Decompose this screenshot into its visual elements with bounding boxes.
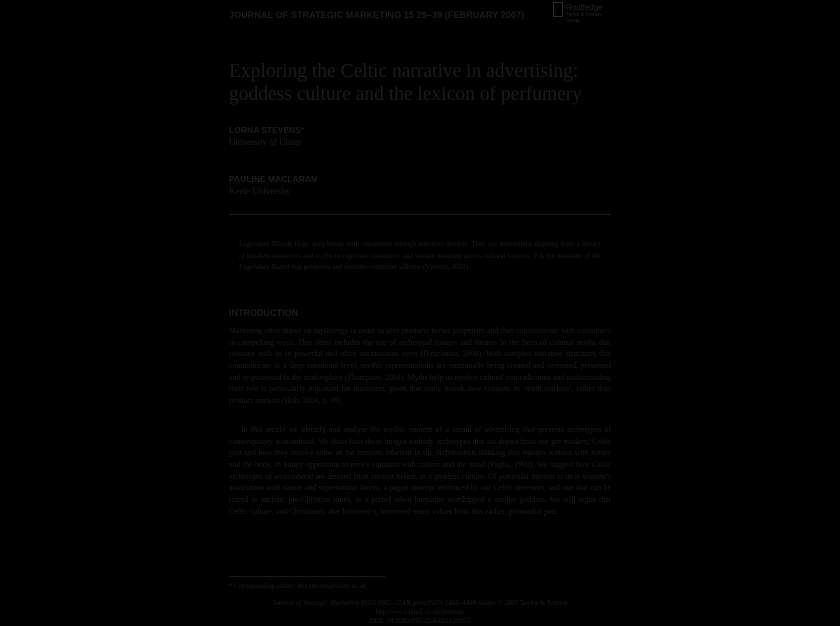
author-name-1: LORNA STEVENS*	[229, 125, 305, 135]
body-paragraph-2: In this article we identify and analyse the mythic content of a strand of advertising that presents archetypes of contemporary womanhood. We show how these images embody archetypes that are drawn from our pre-modern, Celtic past and how they resolve some of the tensions inherent in the dichotomous thinking that equates women with nature and the body, in binary opposition to men’s equation with culture and the mind (Paglia, 1992). We suggest how Celtic archetypes of womanhood are derived from ancient beliefs in a goddess culture. Of particular interest to us is women’s association with nature and supernatural forces, a pagan concept embraced by our Celtic ancestors, and one that can be traced to ancient, pre-Christian times, to a period when humanity worshipped a mother goddess. We will argue that Celtic culture, and Christianity that followed it, borrowed many values from this earlier, primordial past.	[229, 425, 611, 516]
author-affiliation-1: University of Ulster	[229, 137, 301, 147]
footer-doi: DOI: 10.1080/09652540601129973	[369, 617, 471, 625]
routledge-mark-icon	[553, 2, 563, 17]
journal-header: JOURNAL OF STRATEGIC MARKETING 15 29–39 (FEBRUARY 2007)	[229, 10, 525, 20]
epigraph-quote: Legendary Brands forge deep bonds with consumers through narrative devices. They are storytellers, drawing from a library of timeless narratives and myths to captivate consumers and sustain meaning across cultural borders. It is the narrative of the Legendary Brand that generates and sustains consumer affinity. (Vincent, 2002)	[239, 240, 601, 272]
paper-content	[215, 0, 625, 626]
article-title	[229, 60, 619, 106]
body-paragraph-1: Marketing often draws on mythology in order to give products heroic properties and thus communicate with consumers in compelling ways. This often includes the use of archetypal images and themes in the form of cultural myths that resonate with us in powerful and often unconscious ways (Hirschman, 2000). With complex narrative structures that communicate at a deep emotional level, mythic representations are continually being created and recreated, presented and re-presented in the marketplace (Thompson, 2004). Myths help us resolve cultural contradictions and understanding their role is particularly important for marketers, given that many brands now compete in ‘myth markets’, rather than product markets (Holt, 2004, p. 39).	[229, 326, 611, 405]
page-footer	[229, 599, 611, 626]
title-line-2: goddess culture and the lexicon of perfumery	[229, 84, 583, 105]
publisher-logo	[553, 2, 613, 24]
section-heading: INTRODUCTION	[229, 308, 298, 318]
footnote: * Corresponding author: lme.stevens@ulster.ac.uk	[229, 583, 367, 590]
publisher-name: Routledge	[566, 3, 603, 12]
footer-journal-name: Journal of Strategic Marketing	[272, 599, 360, 607]
footnote-divider	[229, 576, 385, 577]
paper-sheet	[215, 0, 625, 626]
title-divider	[229, 214, 611, 215]
author-affiliation-2: Keele University	[229, 186, 291, 196]
publisher-subname: Taylor & Francis Group	[566, 12, 602, 24]
footer-citation-line	[229, 599, 611, 608]
footer-url[interactable]: http://www.tandf.co.uk/journals	[375, 608, 465, 616]
footer-issn: ISSN 0965–254X print/ISSN 1466–4488 online © 2007 Taylor & Francis	[359, 599, 568, 607]
author-name-2: PAULINE MACLARAN	[229, 174, 318, 184]
title-line-1: Exploring the Celtic narrative in advertising:	[229, 61, 579, 82]
